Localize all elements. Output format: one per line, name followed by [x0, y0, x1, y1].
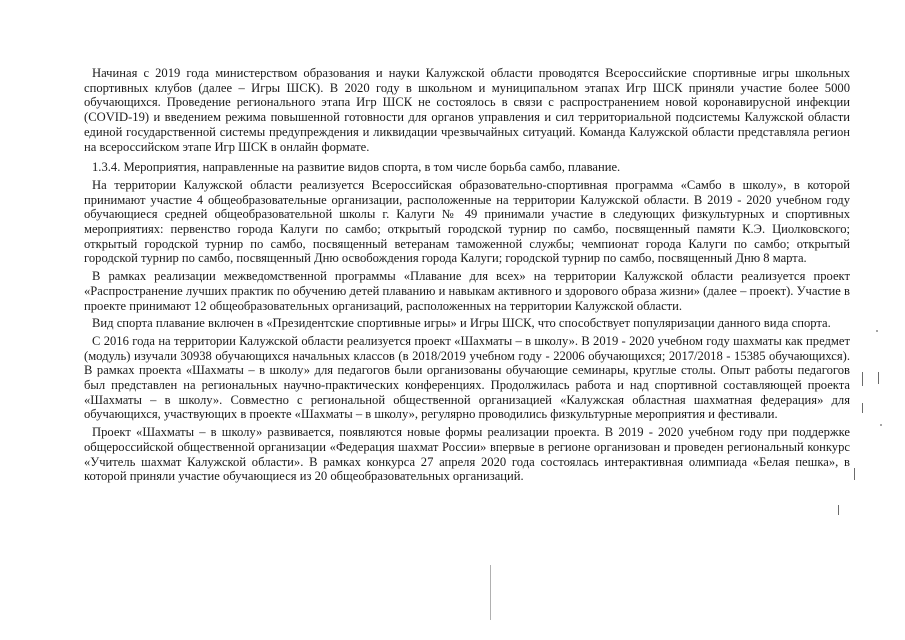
scan-mark-right-2 [878, 372, 879, 384]
section-heading-1-3-4: 1.3.4. Мероприятия, направленные на развитие видов спорта, в том числе борьба самбо, плавание. [92, 160, 621, 175]
scan-mark-right-3 [862, 403, 863, 413]
scan-mark-right-4 [854, 468, 855, 480]
paragraph-swimming-sport: Вид спорта плавание включен в «Президентские спортивные игры» и Игры ШСК, что способствует популяризации данного вида спорта. [92, 316, 831, 331]
paragraph-chess-development: Проект «Шахматы – в школу» развивается, появляются новые формы реализации проекта. В 2019 - 2020 учебном году при поддержке общероссийской общественной организации «Федерация шахмат России» впервые в регионе организован и проведен региональный конкурс «Учитель шахмат Калужской области». В рамках конкурса 27 апреля 2020 года состоялась интерактивная олимпиада «Белая пешка», в которой приняли участие обучающиеся из 20 общеобразовательных организаций. [84, 425, 850, 484]
scan-dot-1 [876, 330, 878, 332]
scan-mark-center-1 [490, 565, 491, 620]
scan-mark-right-1 [862, 372, 863, 386]
document-body [84, 66, 850, 487]
paragraph-sambo: На территории Калужской области реализуется Всероссийская образовательно-спортивная программа «Самбо в школу», в которой принимают участие 4 общеобразовательные организации, расположенные на территории Калужской области. В 2019 - 2020 учебном году обучающиеся средней общеобразовательной школы г. Калуги № 49 принимали участие в следующих физкультурных и спортивных мероприятиях: первенство города Калуги по самбо; открытый городской турнир по самбо, посвященный памяти К.Э. Циолковского; открытый городской турнир по самбо, посвященный ветеранам таможенной службы; чемпионат города Калуги по самбо; открытый городской турнир по самбо, посвященный Дню освобождения города Калуги; городской турнир по самбо, посвященный Дню 8 марта. [84, 177, 850, 266]
paragraph-chess-project: С 2016 года на территории Калужской области реализуется проект «Шахматы – в школу». В 2019 - 2020 учебном году шахматы как предмет (модуль) изучали 30938 обучающихся начальных классов (в 2018/2019 учебном году - 22006 обучающихся; 2017/2018 - 15385 обучающихся). В рамках проекта «Шахматы – в школу» для педагогов были организованы обучающие семинары, круглые столы. Опыт работы педагогов был представлен на региональных научно-практических конференциях. Продолжилась работа и над спортивной составляющей проекта «Шахматы – в школу». Совместно с региональной общественной организацией «Калужская областная шахматная федерация» для обучающихся, участвующих в проекте «Шахматы – в школу», регулярно проводились физкультурные мероприятия и фестивали. [84, 333, 850, 422]
paragraph-games-shsk: Начиная с 2019 года министерством образования и науки Калужской области проводятся Всероссийские спортивные игры школьных спортивных клубов (далее – Игры ШСК). В 2020 году в школьном и муниципальном этапах Игр ШСК приняли участие более 5000 обучающихся. Проведение регионального этапа Игр ШСК не состоялось в связи с распространением новой коронавирусной инфекции (COVID-19) и введением режима повышенной готовности для органов управления и сил территориальной подсистемы Калужской области единой государственной системы предупреждения и ликвидации чрезвычайных ситуаций. Команда Калужской области представляла регион на всероссийском этапе Игр ШСК в онлайн формате. [84, 66, 850, 154]
scan-mark-right-5 [838, 505, 839, 515]
scan-dot-2 [880, 424, 882, 426]
paragraph-swimming-project: В рамках реализации межведомственной программы «Плавание для всех» на территории Калужской области реализуется проект «Распространение лучших практик по обучению детей плаванию и навыкам активного и здорового образа жизни» (далее – проект). Участие в проекте принимают 12 общеобразовательных организаций, расположенных на территории Калужской области. [84, 269, 850, 313]
